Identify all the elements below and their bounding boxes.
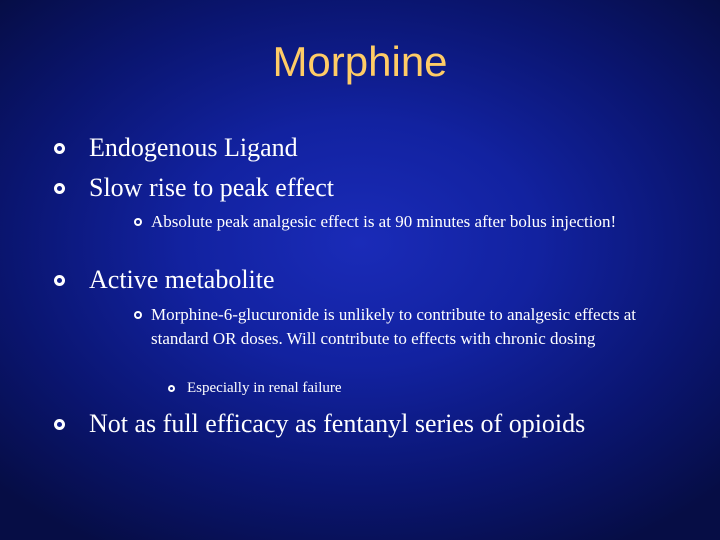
bullet-dot-icon bbox=[168, 385, 175, 392]
bullet-item bbox=[54, 408, 585, 440]
bullet-dot-icon bbox=[134, 311, 142, 319]
bullet-item bbox=[54, 172, 334, 204]
bullet-text: Not as full efficacy as fentanyl series of opioids bbox=[89, 409, 586, 438]
sub-sub-bullet-text: Especially in renal failure bbox=[187, 380, 342, 396]
bullet-text: Endogenous Ligand bbox=[89, 133, 298, 162]
bullet-dot-icon bbox=[54, 143, 65, 154]
sub-bullet-text: Absolute peak analgesic effect is at 90 minutes after bolus injection! bbox=[151, 212, 617, 231]
bullet-dot-icon bbox=[54, 183, 65, 194]
bullet-dot-icon bbox=[134, 218, 142, 226]
slide-title: Morphine bbox=[272, 38, 448, 85]
bullet-text: Active metabolite bbox=[89, 265, 275, 294]
sub-bullet-item bbox=[134, 210, 654, 234]
bullet-dot-icon bbox=[54, 275, 65, 286]
bullet-item bbox=[54, 264, 275, 296]
bullet-item bbox=[54, 132, 298, 164]
sub-bullet-text: Morphine-6-glucuronide is unlikely to contribute to analgesic effects at standard OR doses. Will contribute to effects with chronic dosing bbox=[151, 305, 636, 348]
bullet-dot-icon bbox=[54, 419, 65, 430]
sub-sub-bullet-item bbox=[168, 378, 342, 398]
sub-bullet-item bbox=[134, 303, 654, 351]
bullet-text: Slow rise to peak effect bbox=[89, 173, 334, 202]
